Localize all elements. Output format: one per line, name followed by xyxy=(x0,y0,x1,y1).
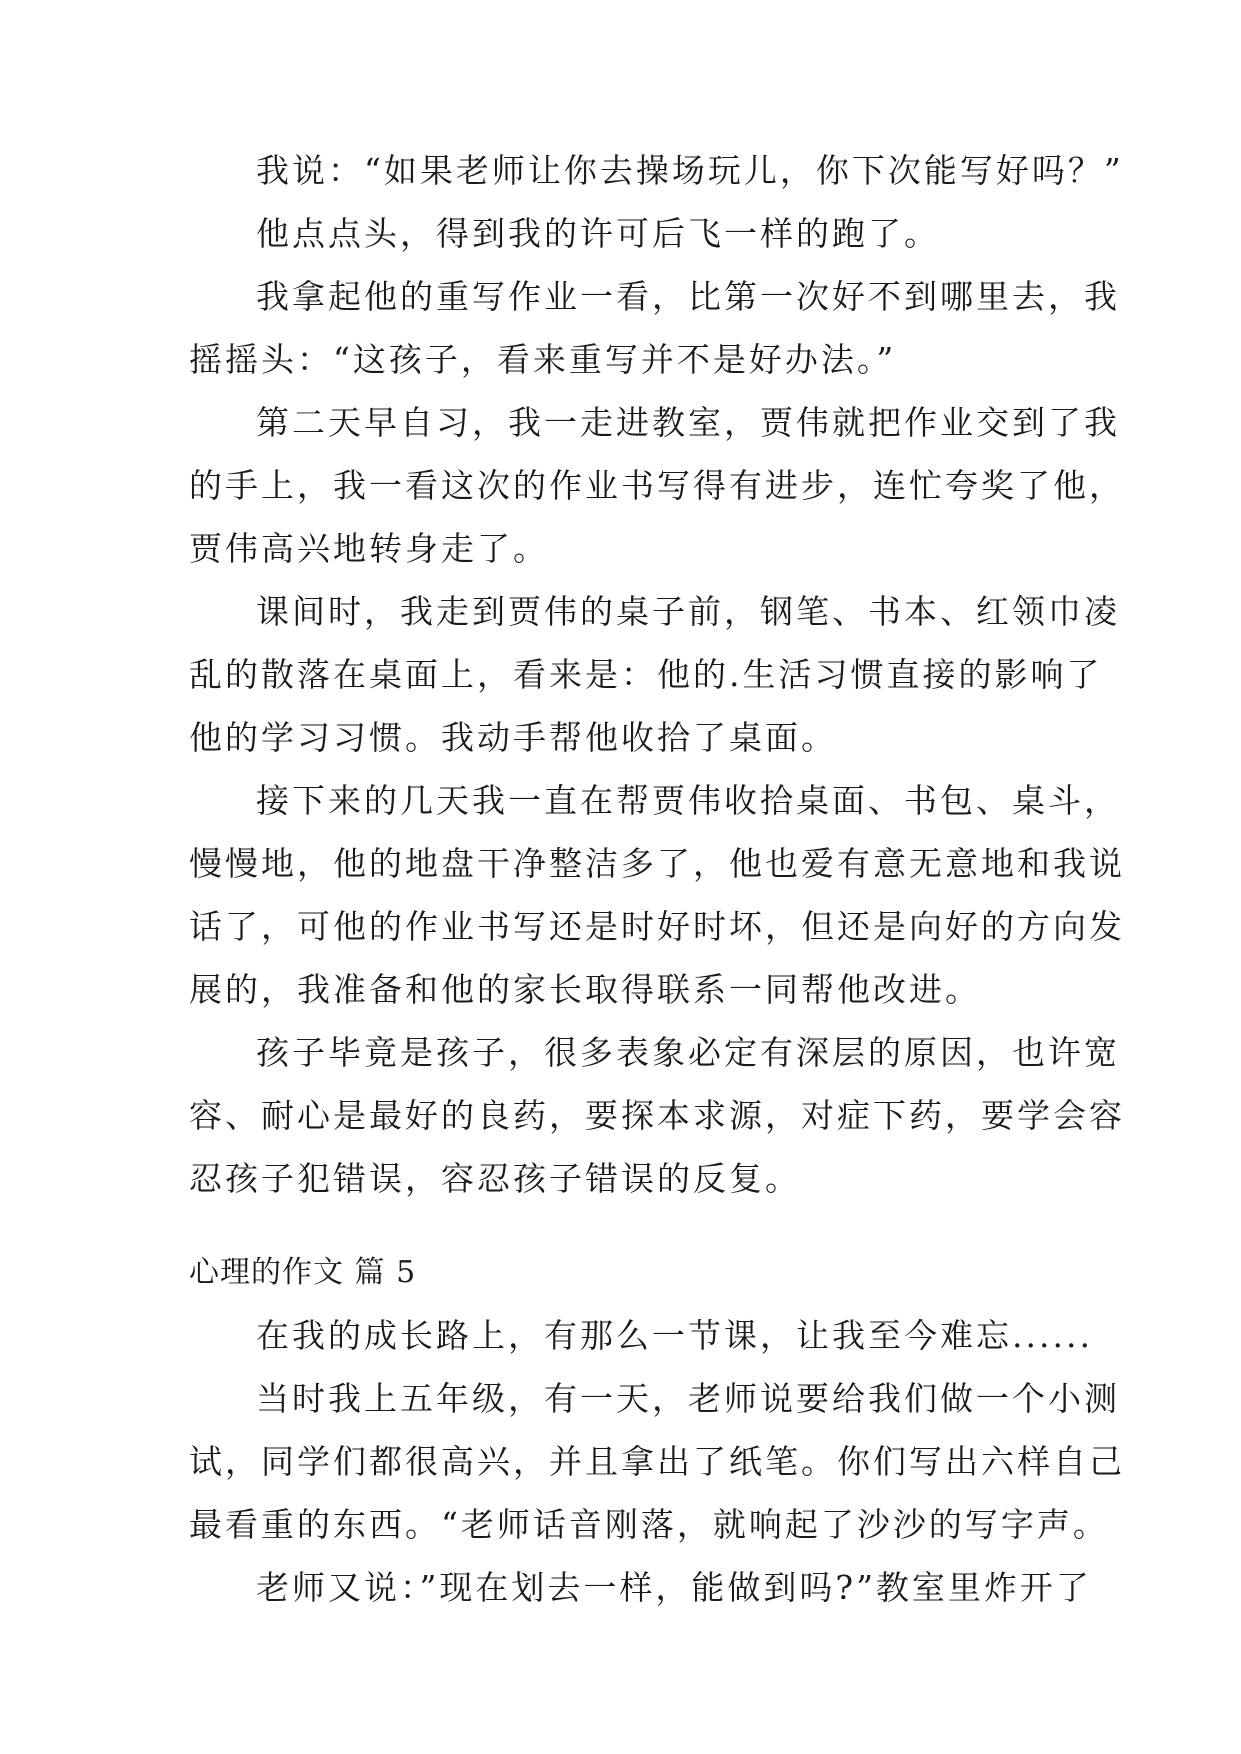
paragraph-line: 展的，我准备和他的家长取得联系一同帮他改进。 xyxy=(189,970,981,1009)
paragraph-line: 他的学习习惯。我动手帮他收拾了桌面。 xyxy=(189,718,837,757)
paragraph-line: 课间时，我走到贾伟的桌子前，钢笔、书本、红领巾凌 xyxy=(256,592,1120,631)
paragraph-line: 忍孩子犯错误，容忍孩子错误的反复。 xyxy=(189,1159,801,1198)
paragraph-line: 当时我上五年级，有一天，老师说要给我们做一个小测 xyxy=(256,1379,1120,1418)
paragraph-line: 我拿起他的重写作业一看，比第一次好不到哪里去，我 xyxy=(256,277,1120,316)
paragraph-line: 试，同学们都很高兴，并且拿出了纸笔。你们写出六样自己 xyxy=(189,1442,1125,1481)
paragraph-line: 话了，可他的作业书写还是时好时坏，但还是向好的方向发 xyxy=(189,907,1125,946)
section-heading: 心理的作文 篇 5 xyxy=(189,1255,417,1290)
paragraph-line: 慢慢地，他的地盘干净整洁多了，他也爱有意无意地和我说 xyxy=(189,844,1125,883)
paragraph-line: 第二天早自习，我一走进教室，贾伟就把作业交到了我 xyxy=(256,403,1120,442)
paragraph-line: 我说：“如果老师让你去操场玩儿，你下次能写好吗？” xyxy=(256,151,1124,190)
paragraph-line: 接下来的几天我一直在帮贾伟收拾桌面、书包、桌斗， xyxy=(256,781,1120,820)
paragraph-line: 老师又说：”现在划去一样，能做到吗?”教室里炸开了 xyxy=(256,1568,1092,1607)
paragraph-line: 容、耐心是最好的良药，要探本求源，对症下药，要学会容 xyxy=(189,1096,1125,1135)
paragraph-line: 在我的成长路上，有那么一节课，让我至今难忘...... xyxy=(256,1316,1093,1355)
paragraph-line: 孩子毕竟是孩子，很多表象必定有深层的原因，也许宽 xyxy=(256,1033,1120,1072)
paragraph-line: 贾伟高兴地转身走了。 xyxy=(189,529,549,568)
paragraph-line: 他点点头，得到我的许可后飞一样的跑了。 xyxy=(256,214,940,253)
paragraph-line: 最看重的东西。“老师话音刚落，就响起了沙沙的写字声。 xyxy=(189,1505,1109,1544)
paragraph-line: 摇摇头：“这孩子，看来重写并不是好办法。” xyxy=(189,340,897,379)
paragraph-line: 的手上，我一看这次的作业书写得有进步，连忙夸奖了他， xyxy=(189,466,1125,505)
paragraph-line: 乱的散落在桌面上，看来是：他的.生活习惯直接的影响了 xyxy=(189,655,1103,694)
